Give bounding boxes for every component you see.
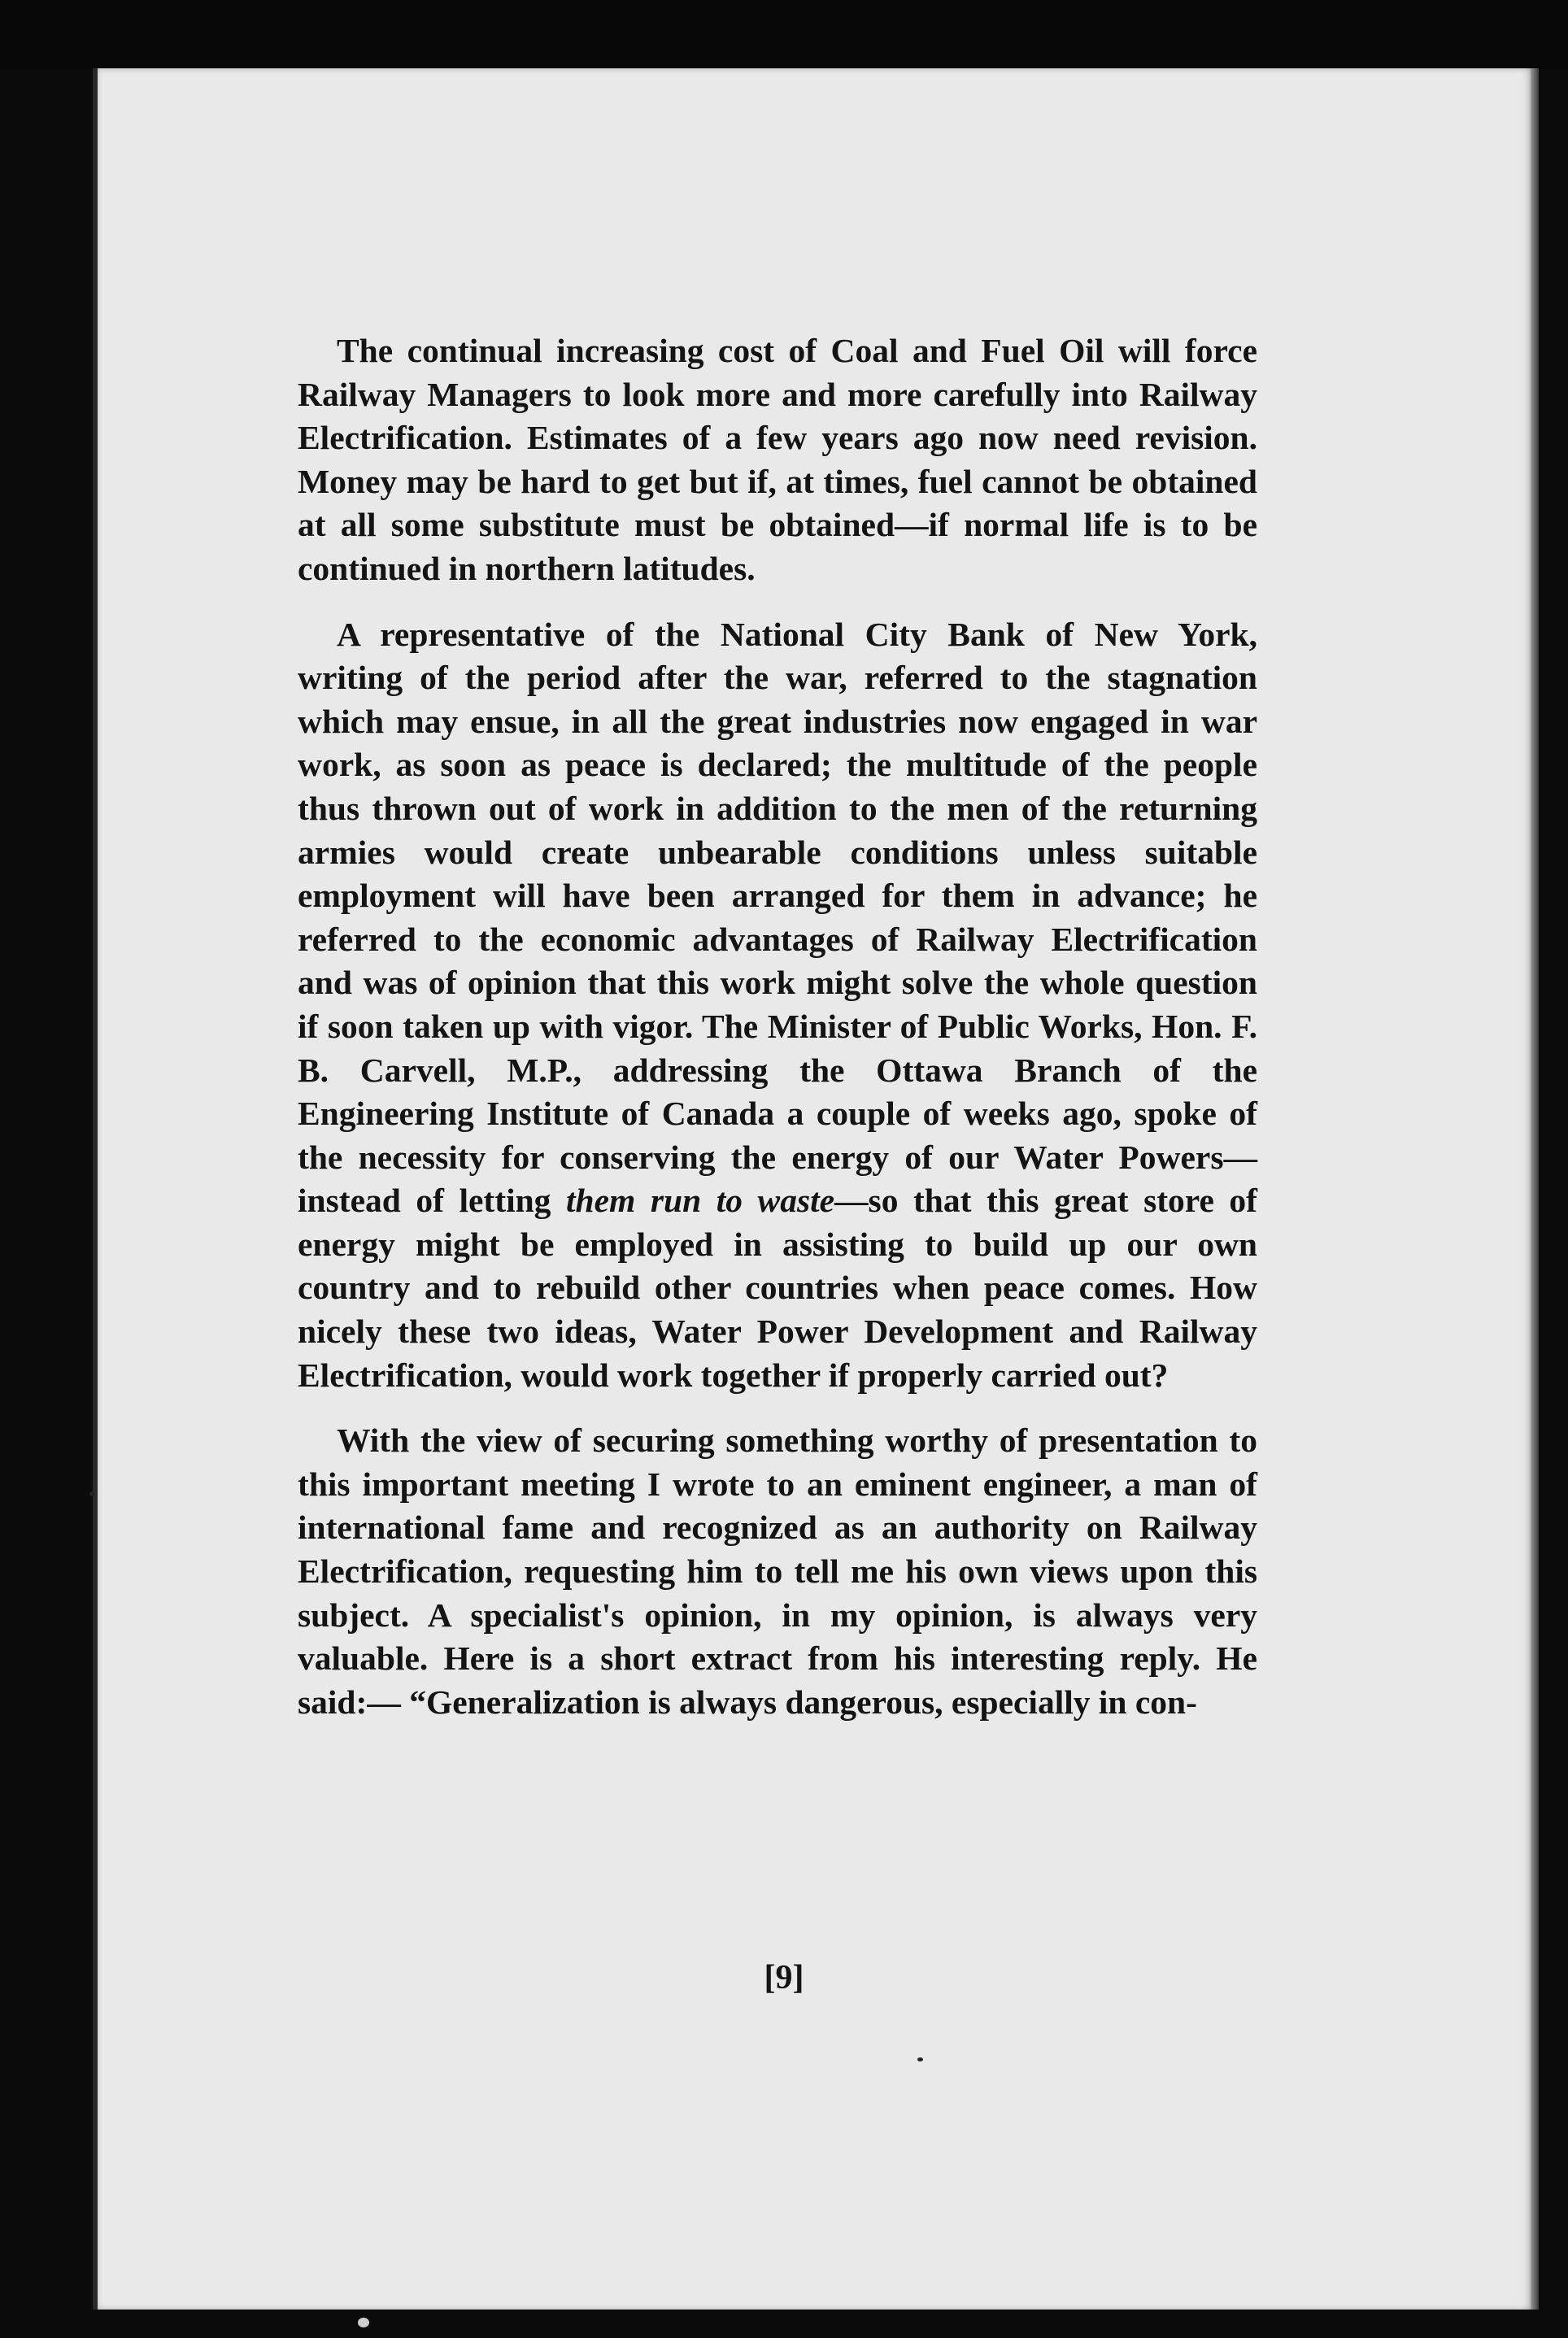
- scan-border-top: [0, 0, 1568, 70]
- emphasized-phrase: them run to waste: [565, 1182, 835, 1220]
- body-text: [298, 329, 1257, 1724]
- paragraph-engineer-letter: With the view of securing something worthy of presentation to this important meeting I wrote to an eminent engineer, a man of international fame and recognized as an authority on Railway Electrification, requesting him to tell me his own views upon this subject. A specialist's opinion, in my opinion, is always very valuable. Here is a short extract from his interesting reply. He said:— “Generalization is always dangerous, especially in con-: [298, 1422, 1257, 1721]
- scan-speck: [89, 1491, 94, 1496]
- paragraph-post-war-text-after: —so that this great store of energy might be employed in assisting to build up our own country and to rebuild other countries when peace comes. How nicely these two ideas, Water Power Development and Railway Electrification, would work together if properly carried out?: [298, 1182, 1257, 1394]
- scan-speck: [917, 2057, 923, 2062]
- paragraph-post-war: [298, 613, 1257, 1398]
- page-number: [9]: [764, 1959, 804, 1996]
- scan-speck: [358, 2318, 369, 2327]
- paragraph-fuel-costs: The continual increasing cost of Coal and Fuel Oil will force Railway Managers to look more and more carefully into Railway Electrification. Estimates of a few years ago now need revision. Money may be hard to get but if, at times, fuel cannot be obtained at all some substitute must be obtained—if normal life is to be continued in northern latitudes.: [298, 332, 1257, 587]
- paragraph-post-war-text-before: A representative of the National City Bank of New York, writing of the period after the war, referred to the stagnation which may ensue, in all the great industries now engaged in war work, as soon as peace is declared; the multitude of the people thus thrown out of work in addition to the men of the returning armies would create unbearable conditions unless suitable employment will have been arranged for them in advance; he referred to the economic advantages of Railway Electrification and was of opinion that this work might solve the whole question if soon taken up with vigor. The Minister of Public Works, Hon. F. B. Carvell, M.P., addressing the Ottawa Branch of the Engineering Institute of Canada a couple of weeks ago, spoke of the necessity for conserving the energy of our Water Powers—instead of letting: [298, 615, 1257, 1220]
